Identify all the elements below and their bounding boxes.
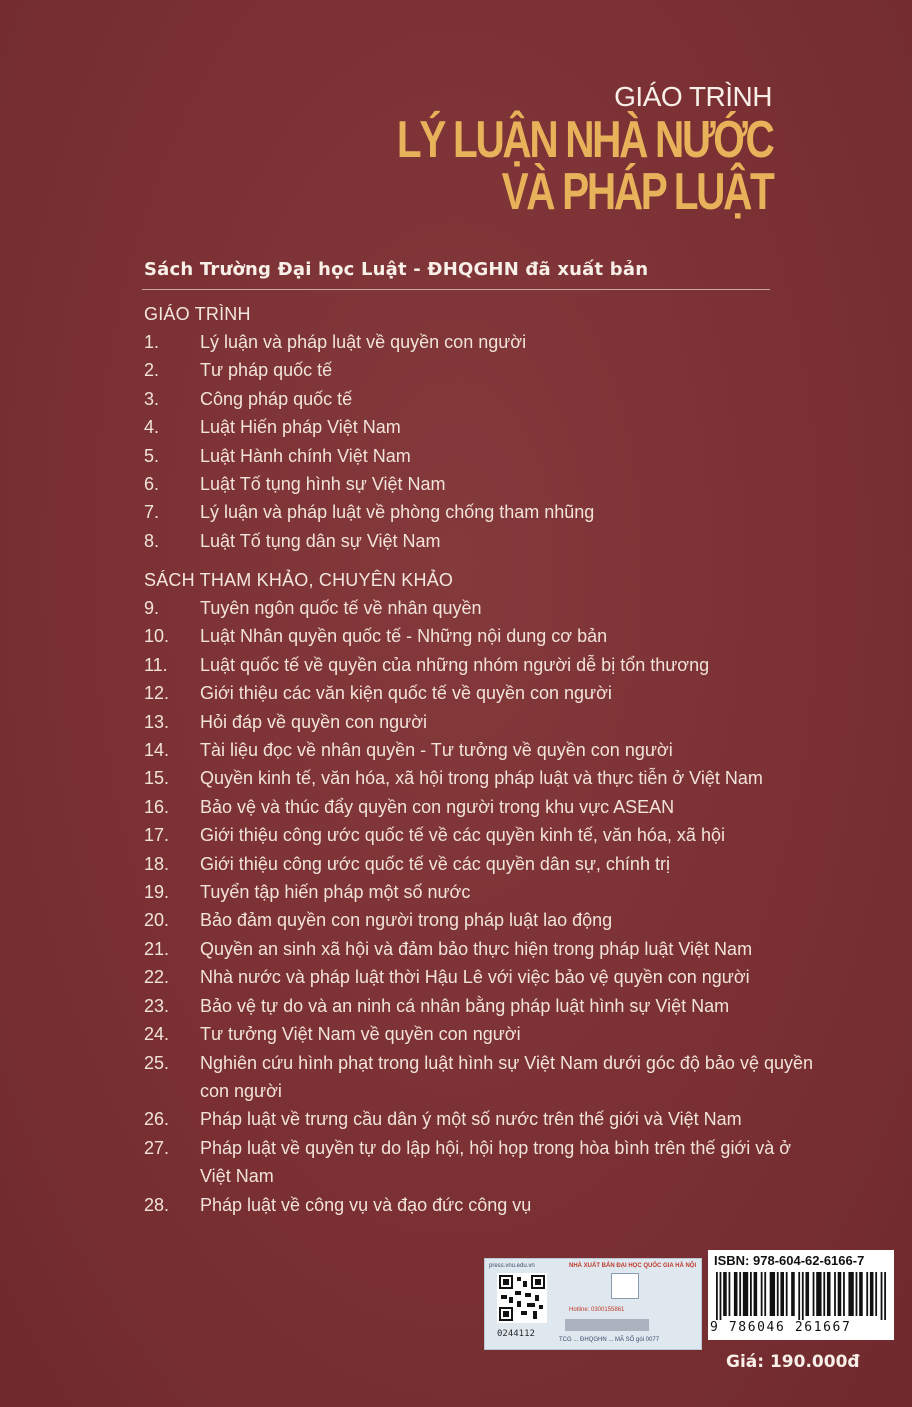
- item-number: 4.: [144, 417, 160, 438]
- list-item: [144, 1020, 824, 1048]
- item-title: Lý luận và pháp luật về phòng chống tham nhũng: [200, 502, 595, 523]
- list-item: [144, 992, 824, 1020]
- item-title: Bảo đảm quyền con người trong pháp luật lao động: [200, 910, 613, 931]
- item-number: 2.: [144, 360, 160, 381]
- book-list: [144, 328, 824, 555]
- item-number: 6.: [144, 474, 160, 495]
- item-number: 9.: [144, 598, 160, 618]
- authenticity-stamp: [484, 1258, 702, 1350]
- item-title: Tư pháp quốc tế: [200, 360, 333, 381]
- list-item: [144, 1105, 824, 1133]
- item-title: Quyền kinh tế, văn hóa, xã hội trong pháp luật và thực tiễn ở Việt Nam: [200, 768, 763, 789]
- item-title: Luật Hành chính Việt Nam: [200, 445, 411, 466]
- item-number: 15.: [144, 768, 170, 789]
- item-title: Luật quốc tế về quyền của những nhóm người dễ bị tổn thương: [200, 654, 710, 675]
- item-number: 19.: [144, 882, 170, 903]
- stamp-hotline: Hotline: 0300155861: [569, 1307, 625, 1313]
- list-item: [144, 736, 824, 764]
- item-title: Tư tưởng Việt Nam về quyền con người: [200, 1024, 521, 1045]
- item-number: 3.: [144, 388, 160, 409]
- item-title: Pháp luật về quyền tự do lập hội, hội họp trong hòa bình trên thế giới và ở Việt Nam: [200, 1137, 792, 1187]
- list-item: [144, 850, 824, 878]
- item-title: Pháp luật về trưng cầu dân ý một số nước trên thế giới và Việt Nam: [200, 1109, 742, 1130]
- item-title: Hỏi đáp về quyền con người: [200, 711, 427, 732]
- list-item: [144, 328, 824, 356]
- divider-rule: [142, 289, 770, 290]
- price-label: Giá: 190.000đ: [726, 1352, 860, 1372]
- item-title: Tuyên ngôn quốc tế về nhân quyền: [200, 598, 482, 618]
- item-number: 5.: [144, 445, 160, 466]
- item-number: 22.: [144, 967, 170, 988]
- list-item: [144, 442, 824, 470]
- list-item: [144, 385, 824, 413]
- item-title: Giới thiệu các văn kiện quốc tế về quyền con người: [200, 683, 612, 704]
- isbn-label: ISBN: 978-604-62-6166-7: [714, 1253, 865, 1268]
- item-number: 16.: [144, 796, 170, 817]
- stamp-code: TCG ... ĐHQGHN ... MÃ SỐ gói 0077: [559, 1337, 660, 1343]
- barcode-digits: 9 786046 261667: [710, 1320, 852, 1335]
- item-number: 10.: [144, 626, 170, 647]
- title-block: [291, 80, 772, 221]
- item-number: 14.: [144, 740, 170, 761]
- item-number: 11.: [144, 654, 168, 675]
- book-list: [144, 594, 824, 1219]
- list-item: [144, 527, 824, 555]
- list-item: [144, 594, 824, 622]
- stamp-url: press.vnu.edu.vn: [489, 1263, 535, 1269]
- publisher-logo-icon: [611, 1273, 639, 1299]
- list-item: [144, 1134, 824, 1191]
- list-item: [144, 878, 824, 906]
- qr-code-icon: [497, 1273, 547, 1323]
- item-number: 17.: [144, 825, 170, 846]
- item-number: 8.: [144, 530, 160, 551]
- list-item: [144, 1191, 824, 1219]
- item-title: Luật Tố tụng dân sự Việt Nam: [200, 530, 441, 551]
- item-title: Quyền an sinh xã hội và đảm bảo thực hiện trong pháp luật Việt Nam: [200, 938, 753, 959]
- item-title: Luật Hiến pháp Việt Nam: [200, 417, 401, 438]
- item-number: 18.: [144, 853, 170, 874]
- item-number: 25.: [144, 1052, 170, 1073]
- list-item: [144, 708, 824, 736]
- list-item: [144, 935, 824, 963]
- item-title: Luật Nhân quyền quốc tế - Những nội dung cơ bản: [200, 626, 608, 647]
- list-item: [144, 906, 824, 934]
- title-line-1: LÝ LUẬN NHÀ NƯỚC: [396, 111, 772, 169]
- stamp-serial: 0244112: [497, 1329, 535, 1339]
- list-item: [144, 651, 824, 679]
- item-number: 13.: [144, 711, 170, 732]
- isbn-barcode-box: [708, 1250, 894, 1340]
- list-item: [144, 1049, 824, 1106]
- item-title: Pháp luật về công vụ và đạo đức công vụ: [200, 1194, 532, 1215]
- section-reference-books: [144, 566, 824, 1219]
- item-title: Nghiên cứu hình phạt trong luật hình sự Việt Nam dưới góc độ bảo vệ quyền con người: [200, 1052, 814, 1101]
- title-subtitle: GIÁO TRÌNH: [614, 81, 772, 112]
- item-title: Tài liệu đọc về nhân quyền - Tư tưởng về quyền con người: [200, 740, 673, 761]
- item-title: Lý luận và pháp luật về quyền con người: [200, 332, 527, 352]
- item-number: 24.: [144, 1024, 170, 1045]
- list-item: [144, 498, 824, 526]
- item-number: 12.: [144, 683, 170, 704]
- item-number: 28.: [144, 1194, 170, 1215]
- item-number: 7.: [144, 502, 160, 523]
- item-number: 1.: [144, 332, 160, 352]
- item-title: Tuyển tập hiến pháp một số nước: [200, 882, 471, 903]
- list-item: [144, 963, 824, 991]
- item-title: Nhà nước và pháp luật thời Hậu Lê với việc bảo vệ quyền con người: [200, 967, 750, 988]
- item-number: 26.: [144, 1109, 170, 1130]
- list-item: [144, 356, 824, 384]
- item-number: 20.: [144, 910, 170, 931]
- list-item: [144, 622, 824, 650]
- list-item: [144, 679, 824, 707]
- item-number: 23.: [144, 995, 170, 1016]
- list-item: [144, 793, 824, 821]
- item-title: Bảo vệ và thúc đẩy quyền con người trong khu vực ASEAN: [200, 796, 675, 817]
- item-title: Bảo vệ tự do và an ninh cá nhân bằng pháp luật hình sự Việt Nam: [200, 995, 730, 1016]
- stamp-publisher: NHÀ XUẤT BẢN ĐẠI HỌC QUỐC GIA HÀ NỘI: [569, 1263, 697, 1269]
- publisher-heading: Sách Trường Đại học Luật - ĐHQGHN đã xuất bản: [144, 259, 649, 280]
- item-title: Giới thiệu công ước quốc tế về các quyền dân sự, chính trị: [200, 853, 670, 874]
- list-item: [144, 821, 824, 849]
- scratch-panel: [565, 1319, 649, 1331]
- item-title: Luật Tố tụng hình sự Việt Nam: [200, 474, 446, 495]
- section-title: SÁCH THAM KHẢO, CHUYÊN KHẢO: [144, 570, 454, 590]
- item-number: 27.: [144, 1137, 170, 1158]
- list-item: [144, 764, 824, 792]
- list-item: [144, 413, 824, 441]
- section-textbooks: [144, 300, 824, 555]
- section-title: GIÁO TRÌNH: [144, 304, 251, 324]
- item-number: 21.: [144, 938, 170, 959]
- item-title: Giới thiệu công ước quốc tế về các quyền kinh tế, văn hóa, xã hội: [200, 825, 725, 846]
- title-line-2: VÀ PHÁP LUẬT: [501, 163, 772, 221]
- item-title: Công pháp quốc tế: [200, 388, 353, 409]
- barcode-icon: [716, 1272, 886, 1320]
- list-item: [144, 470, 824, 498]
